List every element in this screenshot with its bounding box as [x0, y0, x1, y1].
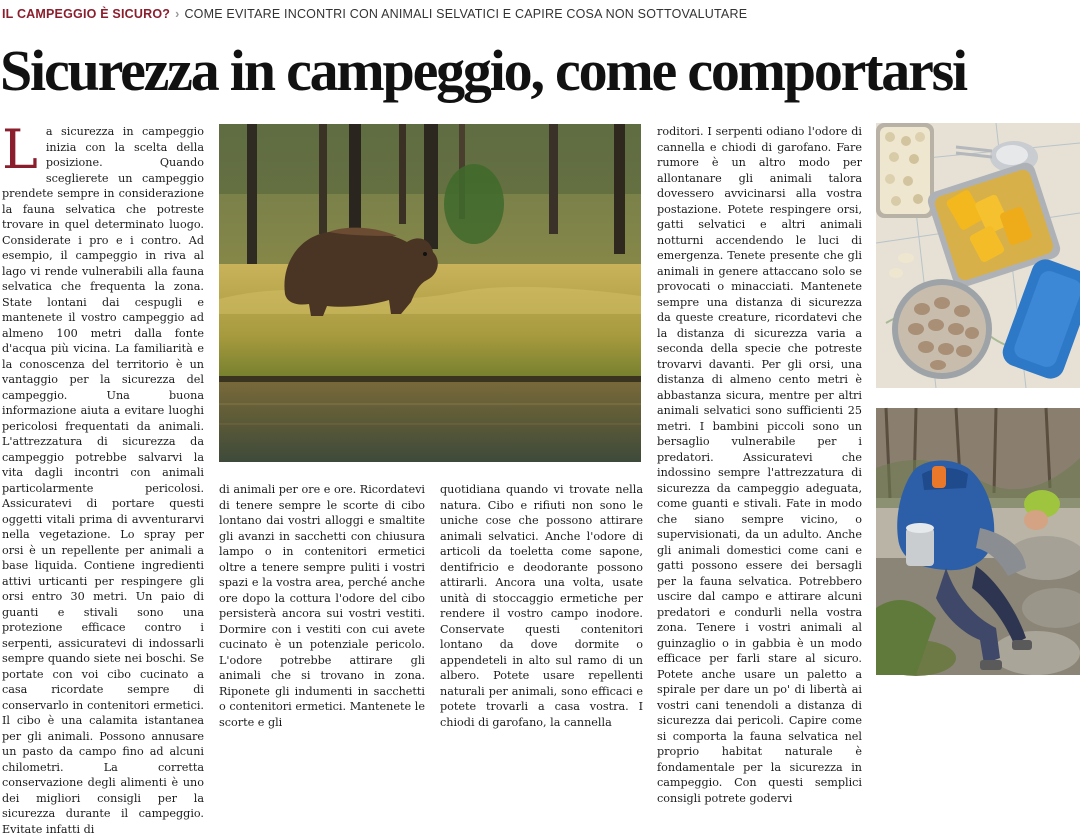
column-3-text: quotidiana quando vi trovate nella natura. Cibo e rifiuti non sono le uniche cose che possono attirare animali selvatici. Anche l'odore di articoli da toeletta come sapone, dentifricio e deodorante possono attirarli. Ancora una volta, usate unità di stoccaggio ermetiche per rendere il vostro campo inodore. Conservate questi contenitori lontano da dove dormite o appendeteli in alto sul ramo di un albero. Potete usare repellenti naturali per animali, sono efficaci e potete trovarli a casa vostra. I chiodi di garofano, la cannella [440, 483, 643, 729]
bear-meadow-image [219, 124, 641, 462]
headline: Sicurezza in campeggio, come comportarsi [0, 38, 966, 103]
bear-photo [219, 124, 641, 462]
article-column-4 [657, 124, 862, 805]
food-containers-photo [876, 123, 1080, 388]
column-1-text: a sicurezza in campeggio inizia con la scelta della posizione. Quando sceglierete un campeggio prendete sempre in considerazione la fauna selvatica che potreste trovare in quel determinato luogo. Considerate i pro e i contro. Ad esempio, il campeggio in riva al lago vi rende vulnerabili alla fauna selvatica che frequenta la zona. State lontani dai cespugli e mantenete il vostro campeggio ad almeno 100 metri dalla fonte d'acqua più vicina. La familiarità e la conoscenza del territorio è un vantaggio per la sicurezza del campeggio. Una buona informazione aiuta a evitare luoghi pericolosi frequentati da animali. L'attrezzatura di sicurezza da campeggio potrebbe salvarvi la vita dagli incontri con animali particolarmente pericolosi. Assicuratevi di portare questi oggetti vitali prima di avventurarvi nella vegetazione. Lo spray per orsi è un repellente per animali a base liquida. Contiene ingredienti attivi urticanti per respingere gli orsi entro 30 metri. Un paio di guanti e stivali sono una protezione efficace contro i serpenti, assicuratevi di indossarli sempre quando siete nei boschi. Se portate con voi cibo cucinato a casa ricordate sempre di conservarlo in contenitori ermetici. Il cibo è una calamita istantanea per gli animali. Possono annusare un pasto da campo fino ad alcuni chilometri. La corretta conservazione degli alimenti è uno dei migliori consigli per la sicurezza durante il campeggio. Evitate infatti di [2, 125, 204, 836]
column-4-text: roditori. I serpenti odiano l'odore di cannella e chiodi di garofano. Fare rumore è un altro modo per allontanare gli animali talora dovessero avvicinarsi alla vostra postazione. Potete respingere orsi, gatti selvatici e altri animali notturni accendendo le luci di emergenza. Tenete presente che gli animali in genere attaccano solo se provocati o minacciati. Mantenete sempre una distanza di sicurezza da queste creature, ricordatevi che la distanza di sicurezza varia a seconda della specie che potreste trovarvi davanti. Per gli orsi, una distanza di almeno cento metri è abbastanza sicura, mentre per altri animali selvatici sono sufficienti 25 metri. I bambini piccoli sono un bersaglio vulnerabile per i predatori. Assicuratevi che indossino sempre l'attrezzatura di sicurezza da campeggio adeguata, come guanti e stivali. Fate in modo che siano sempre vicino, o supervisionati, da un adulto. Anche gli animali domestici come cani e gatti possono essere dei bersagli per la fauna selvatica. Potrebbero uscire dal campo e attirare alcuni predatori e condurli nella vostra zona. Tenere i vostri animali al guinzaglio o in gabbia è un modo efficace per farli stare al sicuro. Potete anche usare un paletto a spirale per dare un po' di libertà ai vostri cani tenendoli a distanza di sicurezza dai pericoli. Capire come si comporta la fauna selvatica nel proprio habitat naturale è fondamentale per la sicurezza in campeggio. Con questi semplici consigli potrete godervi [657, 125, 862, 805]
article-column-1 [2, 118, 204, 836]
article-column-2 [219, 482, 425, 729]
kicker-subtitle: COME EVITARE INCONTRI CON ANIMALI SELVATICI E CAPIRE COSA NON SOTTOVALUTARE [184, 7, 748, 21]
article-column-3 [440, 482, 643, 729]
section-kicker [2, 3, 747, 25]
hiker-image [876, 408, 1080, 675]
drop-cap: L [2, 118, 38, 181]
kicker-tag: IL CAMPEGGIO È SICURO? [2, 7, 171, 21]
chevron-right-icon: › [175, 7, 180, 21]
food-containers-image [876, 123, 1080, 388]
hiker-photo [876, 408, 1080, 675]
column-2-text: di animali per ore e ore. Ricordatevi di tenere sempre le scorte di cibo lontano dai vostri alloggi e smaltite gli avanzi in sacchetti con chiusura lampo o in contenitori ermetici oltre a tenere sempre puliti i vostri spazi e la vostra area, perché anche ore dopo la cottura l'odore del cibo persisterà ancora sui vostri vestiti. Dormire con i vestiti con cui avete cucinato è un potenziale pericolo. L'odore potrebbe attirare gli animali che si trovano in zona. Riponete gli indumenti in sacchetti o contenitori ermetici. Mantenete le scorte e gli [219, 483, 425, 729]
